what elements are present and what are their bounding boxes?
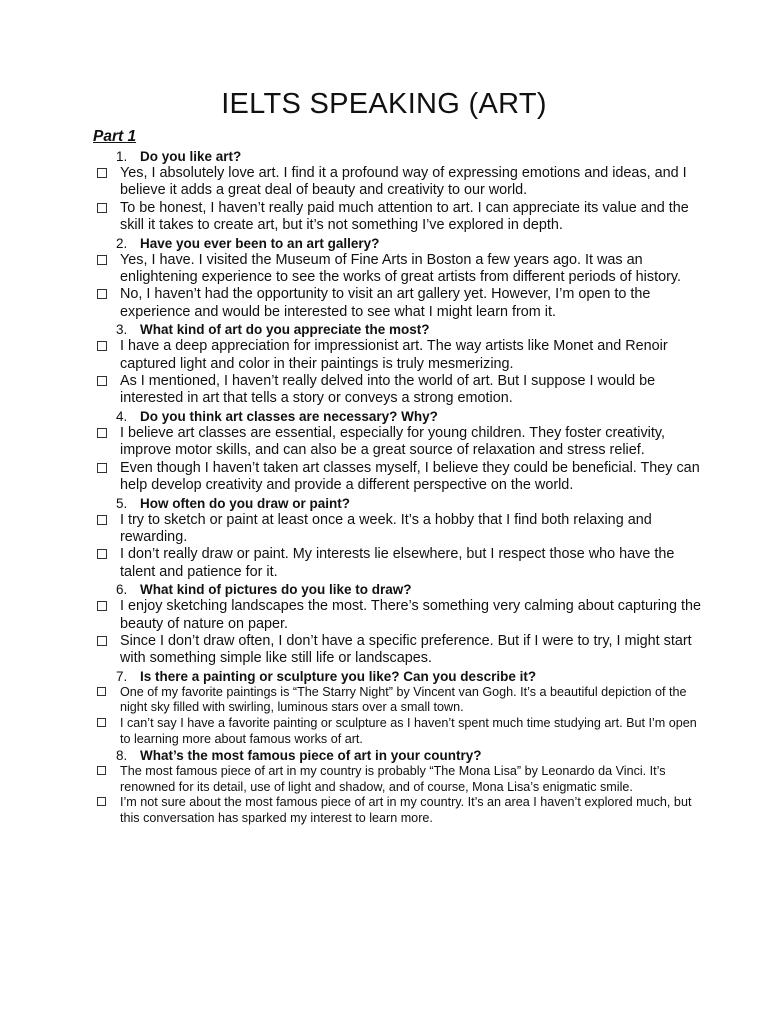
- question-item: [116, 495, 768, 512]
- answer-text: I believe art classes are essential, especially for young children. They foster creativity, improve motor skills, and can also be a great source of relaxation and stress relief.: [120, 424, 665, 459]
- question-item: [116, 581, 768, 598]
- question-text: What’s the most famous piece of art in your country?: [140, 748, 482, 764]
- answer-text: As I mentioned, I haven’t really delved into the world of art. But I suppose I would be interested in art that tells a story or conveys a strong emotion.: [120, 373, 656, 407]
- answer-text: No, I haven’t had the opportunity to visit an art gallery yet. However, I’m open to the experience and would be interested to see what I might learn from it.: [120, 286, 651, 320]
- question-item: [116, 235, 768, 252]
- answer-item: [0, 795, 768, 826]
- checkbox-bullet-icon: [97, 341, 107, 351]
- page-title: IELTS SPEAKING (ART): [221, 88, 547, 120]
- checkbox-bullet-icon: [97, 428, 107, 438]
- checkbox-bullet-icon: [97, 636, 107, 646]
- checkbox-bullet-icon: [97, 549, 107, 559]
- answer-text: Even though I haven’t taken art classes myself, I believe they could be beneficial. They can help develop creativity and provide a different perspective on the world.: [120, 459, 700, 494]
- answer-text: The most famous piece of art in my country is probably “The Mona Lisa” by Leonardo da Vinci. It’s renowned for its detail, use of light and shadow, and of course, Mona Lisa’s enigmatic smile.: [120, 764, 666, 794]
- checkbox-bullet-icon: [97, 766, 106, 775]
- question-item: [116, 747, 768, 764]
- answer-item: [0, 685, 768, 716]
- question-number: 8.: [116, 748, 128, 764]
- answer-text: I have a deep appreciation for impressionist art. The way artists like Monet and Renoir captured light and color in their paintings is truly mesmerizing.: [120, 338, 668, 372]
- question-item: [116, 668, 768, 685]
- question-item: [116, 321, 768, 338]
- question-number: 1.: [116, 149, 128, 164]
- answer-item: [0, 764, 768, 795]
- question-text: Do you like art?: [140, 149, 242, 164]
- answer-text: Yes, I have. I visited the Museum of Fine Arts in Boston a few years ago. It was an enlightening experience to see the works of great artists from different periods of history.: [120, 251, 681, 286]
- answer-item: [0, 165, 768, 200]
- question-number: 3.: [116, 322, 128, 338]
- question-number: 6.: [116, 582, 128, 598]
- answer-text: Since I don’t draw often, I don’t have a specific preference. But if I were to try, I might start with something simple like still life or landscapes.: [120, 632, 692, 667]
- question-text: Have you ever been to an art gallery?: [140, 235, 380, 251]
- answer-text: I’m not sure about the most famous piece of art in my country. It’s an area I haven’t explored much, but this conversation has sparked my interest to learn more.: [120, 795, 692, 825]
- answer-item: [0, 633, 768, 668]
- question-text: How often do you draw or paint?: [140, 495, 350, 511]
- checkbox-bullet-icon: [97, 601, 107, 611]
- question-number: 4.: [116, 408, 128, 424]
- checkbox-bullet-icon: [97, 168, 107, 178]
- question-item: [116, 148, 768, 165]
- answer-text: I don’t really draw or paint. My interests lie elsewhere, but I respect those who have the talent and patience for it.: [120, 546, 675, 580]
- answer-text: To be honest, I haven’t really paid much attention to art. I can appreciate its value and the skill it takes to create art, but it’s not something I’ve explored in depth.: [120, 199, 689, 234]
- question-list: [0, 148, 768, 827]
- checkbox-bullet-icon: [97, 718, 106, 727]
- answer-item: [0, 598, 768, 633]
- checkbox-bullet-icon: [97, 797, 106, 806]
- answer-item: [0, 716, 768, 747]
- checkbox-bullet-icon: [97, 463, 107, 473]
- checkbox-bullet-icon: [97, 515, 107, 525]
- answer-item: [0, 460, 768, 495]
- question-number: 7.: [116, 668, 128, 684]
- answer-text: I enjoy sketching landscapes the most. There’s something very calming about capturing the beauty of nature on paper.: [120, 598, 702, 632]
- checkbox-bullet-icon: [97, 289, 107, 299]
- question-item: [116, 408, 768, 425]
- answer-text: I try to sketch or paint at least once a week. It’s a hobby that I find both relaxing and rewarding.: [120, 511, 652, 545]
- question-text: What kind of pictures do you like to draw?: [140, 582, 412, 598]
- answer-item: [0, 252, 768, 287]
- question-number: 2.: [116, 235, 128, 251]
- part-heading: Part 1: [93, 128, 137, 145]
- checkbox-bullet-icon: [97, 203, 107, 213]
- checkbox-bullet-icon: [97, 687, 106, 696]
- answer-item: [0, 338, 768, 373]
- checkbox-bullet-icon: [97, 376, 107, 386]
- answer-text: I can’t say I have a favorite painting or sculpture as I haven’t spent much time studying art. But I’m open to learning more about famous works of art.: [120, 715, 697, 746]
- question-text: Do you think art classes are necessary? Why?: [140, 408, 438, 424]
- answer-text: Yes, I absolutely love art. I find it a profound way of expressing emotions and ideas, and I believe it adds a great deal of beauty and creativity to our world.: [120, 165, 687, 199]
- question-text: What kind of art do you appreciate the most?: [140, 322, 430, 338]
- question-text: Is there a painting or sculpture you like? Can you describe it?: [140, 668, 537, 684]
- answer-text: One of my favorite paintings is “The Starry Night” by Vincent van Gogh. It’s a beautiful depiction of the night sky filled with swirling, luminous stars over a small town.: [120, 684, 687, 715]
- answer-item: [0, 286, 768, 321]
- question-number: 5.: [116, 495, 128, 511]
- answer-item: [0, 373, 768, 408]
- checkbox-bullet-icon: [97, 255, 107, 265]
- answer-item: [0, 425, 768, 460]
- answer-item: [0, 546, 768, 581]
- answer-item: [0, 200, 768, 235]
- answer-item: [0, 512, 768, 547]
